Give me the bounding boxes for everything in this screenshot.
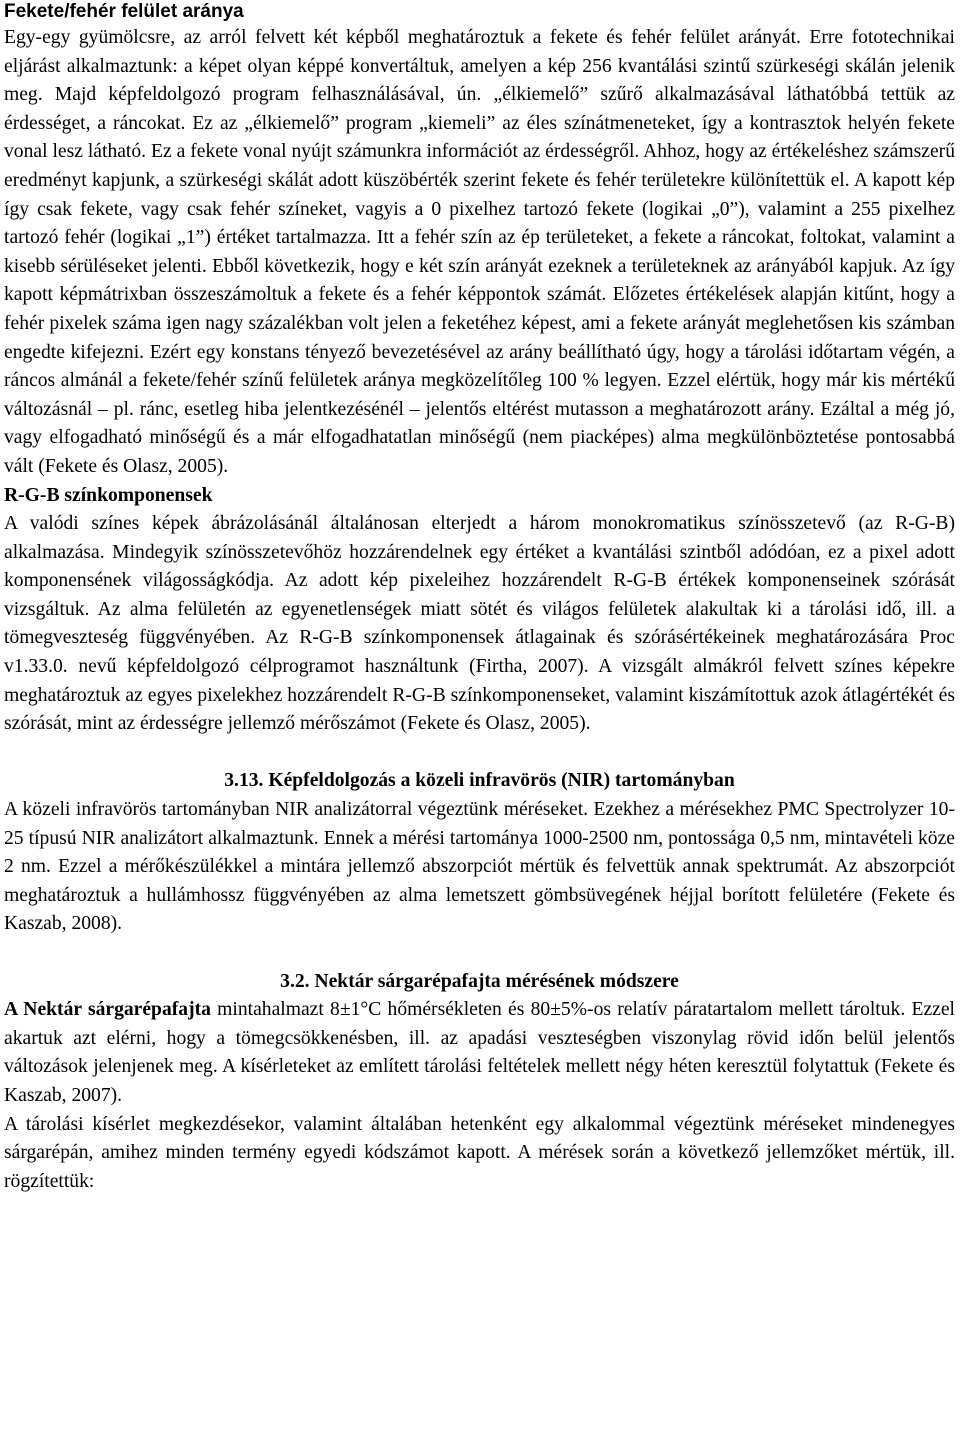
section-heading-nektar-carrot: 3.2. Nektár sárgarépafajta mérésének módszere — [280, 970, 679, 992]
section-heading-nir: 3.13. Képfeldolgozás a közeli infravörös (NIR) tartományban — [224, 770, 735, 792]
paragraph-black-white-ratio: Egy-egy gyümölcsre, az arról felvett két képből meghatároztuk a fekete és fehér felület arányát. Erre fototechnikai eljárást alkalmaztunk: a képet olyan képpé konvertáltuk, amelyen a kép 256 kvantálási szintű szürkeségi skálán jelenik meg. Majd képfeldolgozó program felhasználásával, ún. „élkiemelő” szűrő alkalmazásával láthatóbbá tettük az érdességet, a ráncokat. Ez az „élkiemelő” program „kiemeli” az éles színátmeneteket, így a kontrasztok helyén fekete vonal lesz látható. Ez a fekete vonal nyújt számunkra információt az érdességről. Ahhoz, hogy az értékeléshez számszerű eredményt kapjunk, a szürkeségi skálát adott küszöbérték szerint fekete és fehér területekre különítettük el. A kapott kép így csak fekete, vagy csak fehér színeket, vagyis a 0 pixelhez tartozó fekete (logikai „0”), valamint a 255 pixelhez tartozó fehér (logikai „1”) értéket tartalmazza. Itt a fehér szín az ép területeket, a fekete a ráncokat, foltokat, valamint a kisebb sérüléseket jelenti. Ebből következik, hogy e két szín arányát ezeknek a területeknek az arányából kapjuk. Az így kapott képmátrixban összeszámoltuk a fekete és a fehér képpontok számát. Előzetes értékelések alapján kitűnt, hogy a fehér pixelek száma igen nagy százalékban volt jelen a feketéhez képest, ami a fekete arányát meglehetősen kis számban engedte kifejezni. Ezért egy konstans tényező bevezetésével az arány beállítható úgy, hogy a tárolási időtartam végén, a ráncos almánál a fekete/fehér színű felületek aránya megközelítőleg 100 % legyen. Ezzel elértük, hogy már kis mértékű változásnál – pl. ránc, esetleg hiba jelentkezésénél – jelentős eltérést mutasson a meghatározott arány. Ezáltal a még jó, vagy elfogadható minőségű és a már elfogadhatatlan minőségű (nem piacképes) alma megkülönböztetése pontosabbá vált (Fekete és Olasz, 2005). — [4, 27, 955, 477]
paragraph-nektar-measurements: A tárolási kísérlet megkezdésekor, valamint általában hetenként egy alkalommal végeztünk méréseket mindenegyes sárgarépán, amihez minden termény egyedi kódszámot kapott. A mérések során a következő jellemzőket mértük, ill. rögzítettük: — [4, 1113, 955, 1192]
paragraph-body: mintahalmazt 8±1°C hőmérsékleten és 80±5%-os relatív páratartalom mellett tároltuk. Ezzel akartuk azt elérni, hogy a tömegcsökkenésben, ill. az apadási veszteségben viszonylag rövid időn belül jelentős változások jelenjenek meg. A kísérleteket az említett tárolási feltételek mellett négy héten keresztül folytattuk (Fekete és Kaszab, 2007). — [4, 999, 955, 1106]
section-heading-rgb-components: R-G-B színkomponensek — [4, 484, 213, 506]
paragraph-nektar-storage — [4, 996, 955, 1110]
paragraph-lead-bold: A Nektár sárgarépafajta — [4, 999, 211, 1021]
document-page — [4, 0, 955, 1196]
paragraph-nir: A közeli infravörös tartományban NIR analizátorral végeztünk méréseket. Ezekhez a mérésekhez PMC Spectrolyzer 10-25 típusú NIR analizátort alkalmaztunk. Ennek a mérési tartománya 1000-2500 nm, pontossága 0,5 nm, mintavételi köze 2 nm. Ezzel a mérőkészülékkel a mintára jellemző abszorpciót mértük és felvettük annak spektrumát. Az abszorpciót meghatároztuk a hullámhossz függvényében az alma lemetszett gömbsüvegének héjjal borított felületére (Fekete és Kaszab, 2008). — [4, 799, 955, 935]
paragraph-rgb-components: A valódi színes képek ábrázolásánál általánosan elterjedt a három monokromatikus színösszetevő (az R-G-B) alkalmazása. Mindegyik színösszetevőhöz hozzárendelnek egy értéket a kvantálási szintből adódóan, ez a pixel adott komponensének világosságkódja. Az adott kép pixeleihez hozzárendelt R-G-B értékek komponenseinek szórását vizsgáltuk. Az alma felületén az egyenetlenségek miatt sötét és világos felületek alakultak ki a tárolási idő, ill. a tömegveszteség függvényében. Az R-G-B színkomponensek átlagainak és szórásértékeinek meghatározására Proc v1.33.0. nevű képfeldolgozó célprogramot használtunk (Firtha, 2007). A vizsgált almákról felvett színes képekre meghatároztuk az egyes pixelekhez hozzárendelt R-G-B színkomponenseket, valamint kiszámítottuk azok átlagértékét és szórását, mint az érdességre jellemző mérőszámot (Fekete és Olasz, 2005). — [4, 513, 955, 735]
spacer — [4, 739, 955, 768]
spacer — [4, 939, 955, 968]
section-heading-black-white-ratio: Fekete/fehér felület aránya — [4, 1, 244, 22]
